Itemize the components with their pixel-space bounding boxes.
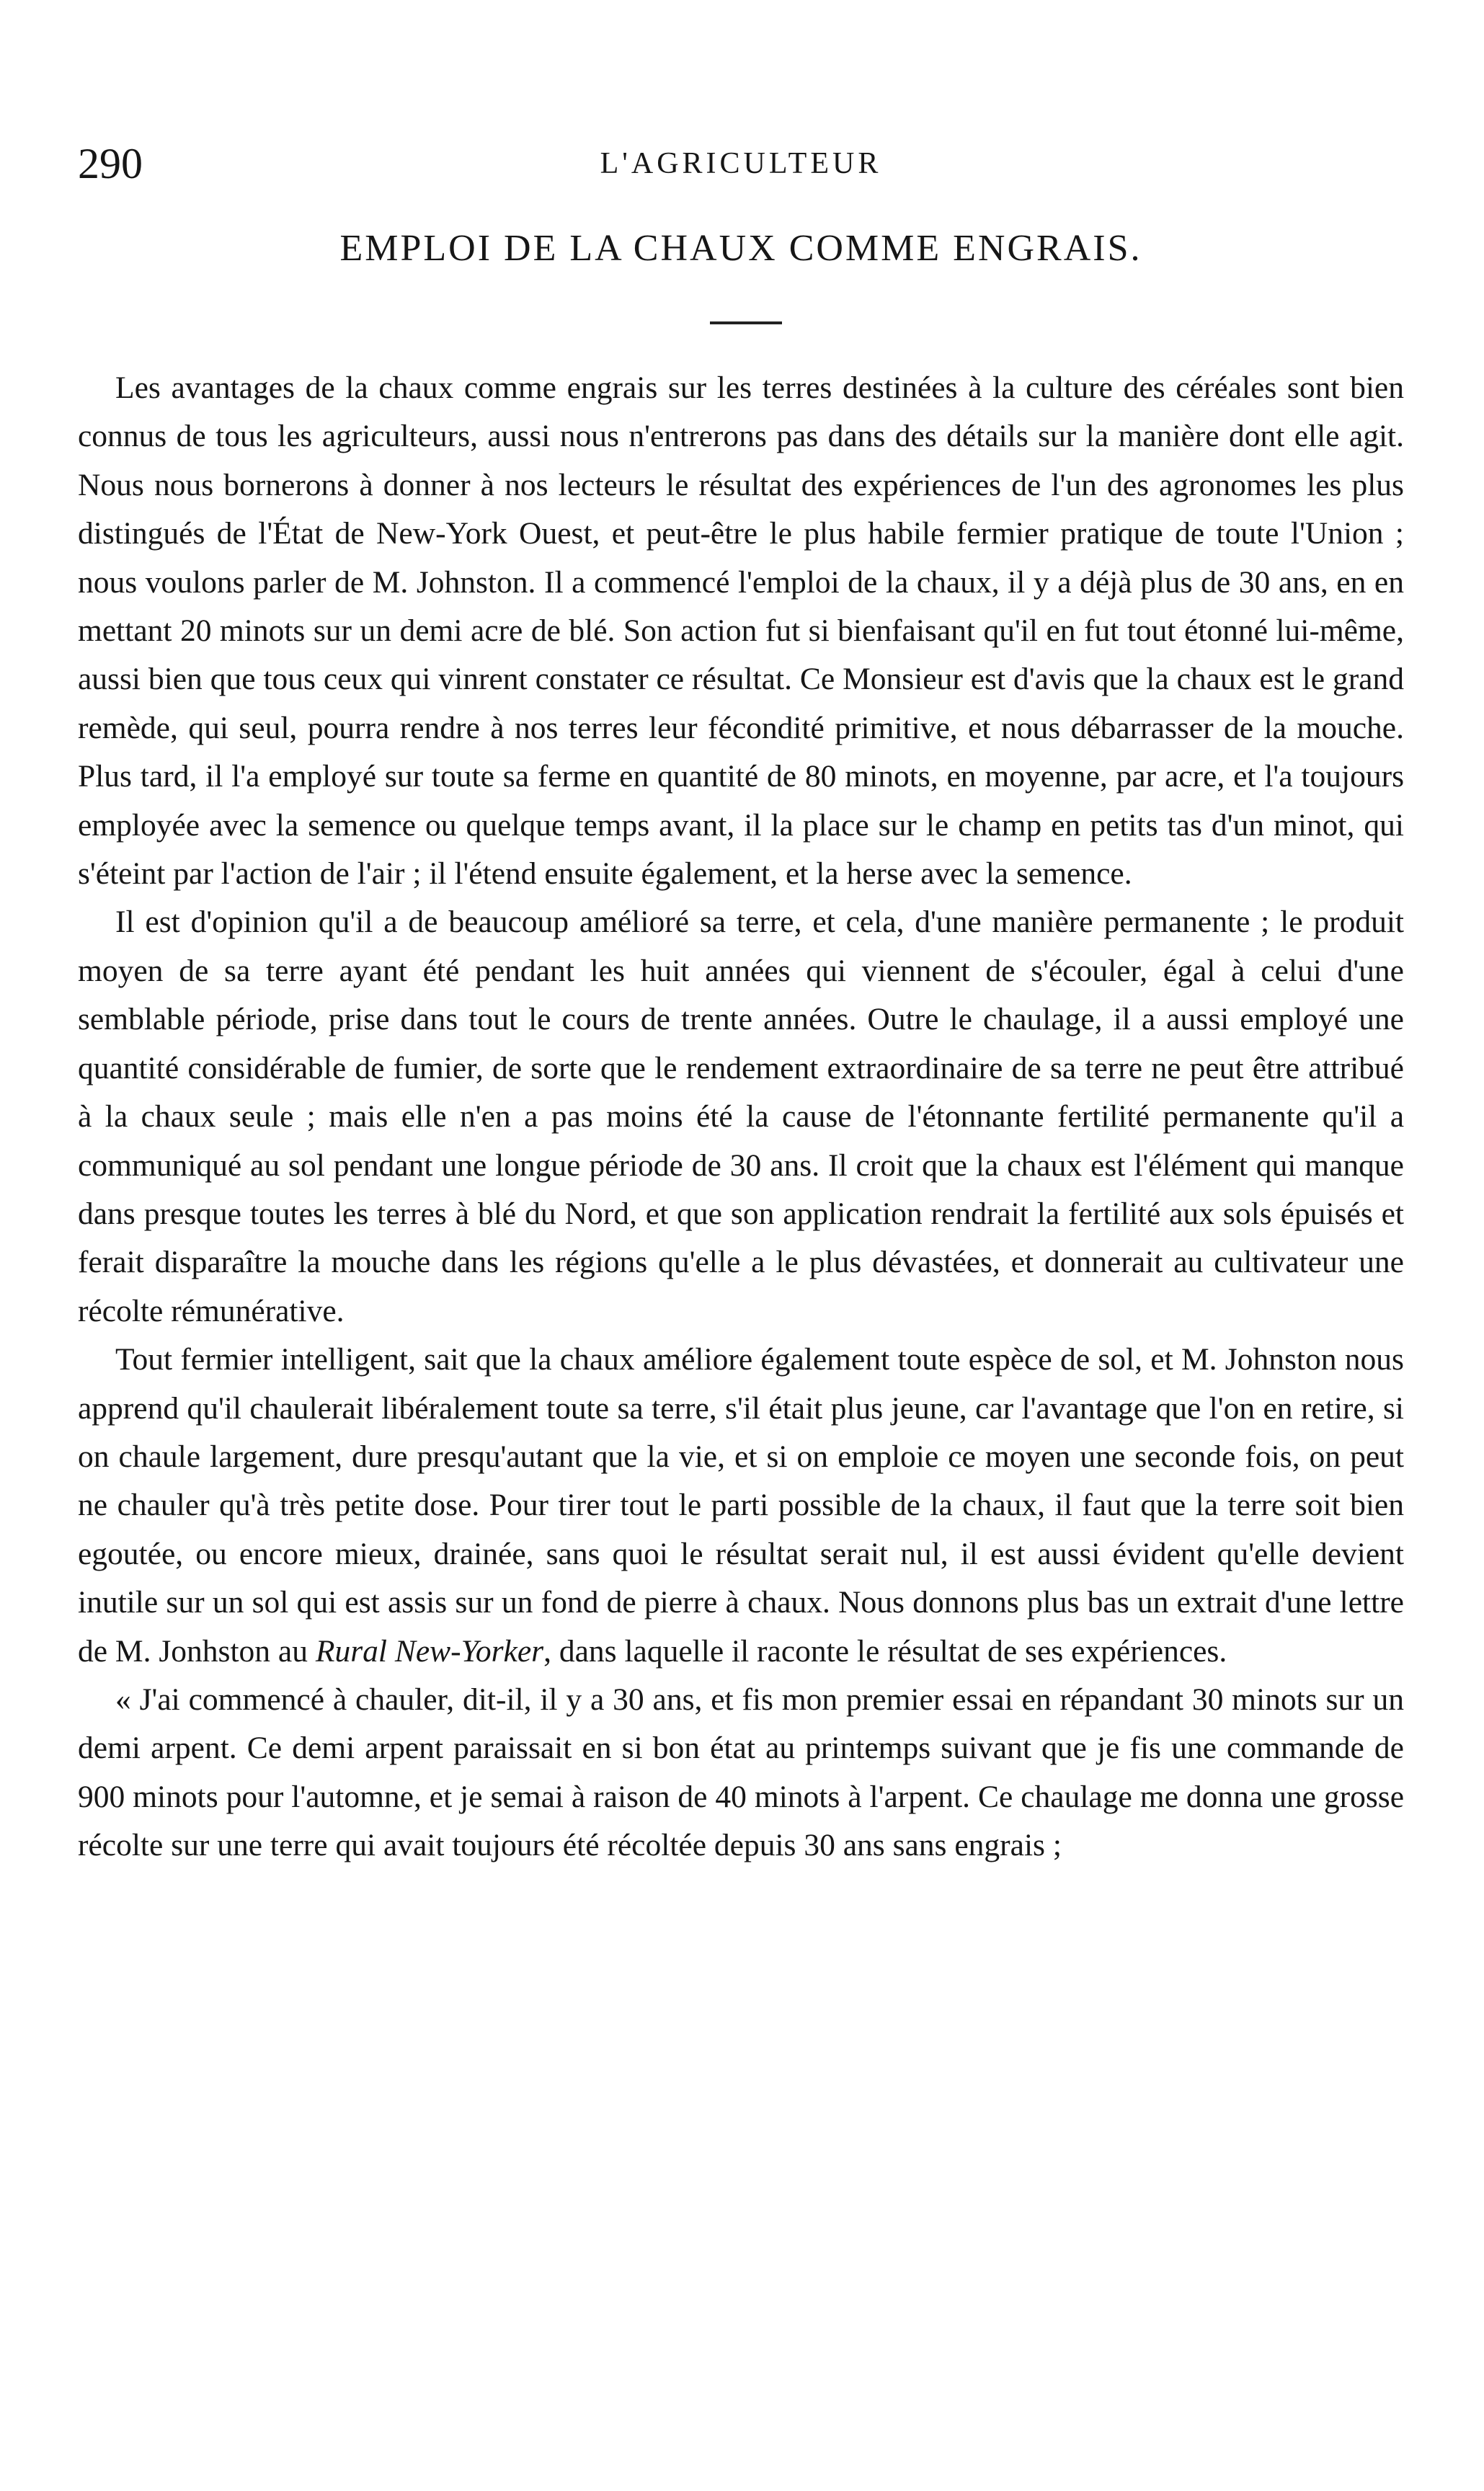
paragraph-3-text-b: , dans laquelle il raconte le résultat de ses expériences. bbox=[543, 1633, 1227, 1669]
title-rule bbox=[710, 321, 782, 324]
running-head: L'AGRICULTEUR bbox=[600, 147, 882, 180]
page-header bbox=[78, 131, 1404, 196]
paragraph-3 bbox=[78, 1336, 1404, 1676]
page-number: 290 bbox=[78, 140, 143, 187]
paragraph-3-text-a: Tout fermier intelligent, sait que la chaux améliore également toute espèce de sol, et M. Johnston nous apprend qu'il chaulerait libéralement toute sa terre, s'il était plus jeune, car l'avantage que l'on en retire, si on chaule largement, dure presqu'autant que la vie, et si on emploie ce moyen une seconde fois, on peut ne chauler qu'à très petite dose. Pour tirer tout le parti possible de la chaux, il faut que la terre soit bien egoutée, ou encore mieux, drainée, sans quoi le résultat serait nul, il est aussi évident qu'elle devient inutile sur un sol qui est assis sur un fond de pierre à chaux. Nous donnons plus bas un extrait d'une lettre de M. Jonhston au bbox=[78, 1342, 1404, 1669]
paragraph-1: Les avantages de la chaux comme engrais sur les terres destinées à la culture des céréales sont bien connus de tous les agriculteurs, aussi nous n'entrerons pas dans des détails sur la manière dont elle agit. Nous nous bornerons à donner à nos lecteurs le résultat des expériences de l'un des agronomes les plus distingués de l'État de New-York Ouest, et peut-être le plus habile fermier pratique de toute l'Union ; nous voulons parler de M. Johnston. Il a commencé l'emploi de la chaux, il y a déjà plus de 30 ans, en en mettant 20 minots sur un demi acre de blé. Son action fut si bienfaisant qu'il en fut tout étonné lui-même, aussi bien que tous ceux qui vinrent constater ce résultat. Ce Monsieur est d'avis que la chaux est le grand remède, qui seul, pourra rendre à nos terres leur fécondité primitive, et nous débarrasser de la mouche. Plus tard, il l'a employé sur toute sa ferme en quantité de 80 minots, en moyenne, par acre, et l'a toujours employée avec la semence ou quelque temps avant, il la place sur le champ en petits tas d'un minot, qui s'éteint par l'action de l'air ; il l'étend ensuite également, et la herse avec la semence. bbox=[78, 370, 1404, 892]
article-body bbox=[78, 364, 1404, 1870]
article-title: EMPLOI DE LA CHAUX COMME ENGRAIS. bbox=[339, 228, 1142, 269]
paragraph-2: Il est d'opinion qu'il a de beaucoup amélioré sa terre, et cela, d'une manière permanente ; le produit moyen de sa terre ayant été pendant les huit années qui viennent de s'écouler, égal à celui d'une semblable période, prise dans tout le cours de trente années. Outre le chaulage, il a aussi employé une quantité considérable de fumier, de sorte que le rendement extraordinaire de sa terre ne peut être attribué à la chaux seule ; mais elle n'en a pas moins été la cause de l'étonnante fertilité permanente qu'il a communiqué au sol pendant une longue période de 30 ans. Il croit que la chaux est l'élément qui manque dans presque toutes les terres à blé du Nord, et que son application rendrait la fertilité aux sols épuisés et ferait disparaître la mouche dans les régions qu'elle a le plus dévastées, et donnerait au cultivateur une récolte rémunérative. bbox=[78, 905, 1404, 1328]
newspaper-title: Rural New-Yorker bbox=[315, 1633, 544, 1669]
paragraph-4: « J'ai commencé à chauler, dit-il, il y a 30 ans, et fis mon premier essai en répandant 30 minots sur un demi arpent. Ce demi arpent paraissait en si bon état au printemps suivant que je fis une commande de 900 minots pour l'automne, et je semai à raison de 40 minots à l'arpent. Ce chaulage me donna une grosse récolte sur une terre qui avait toujours été récoltée depuis 30 ans sans engrais ; bbox=[78, 1682, 1404, 1863]
